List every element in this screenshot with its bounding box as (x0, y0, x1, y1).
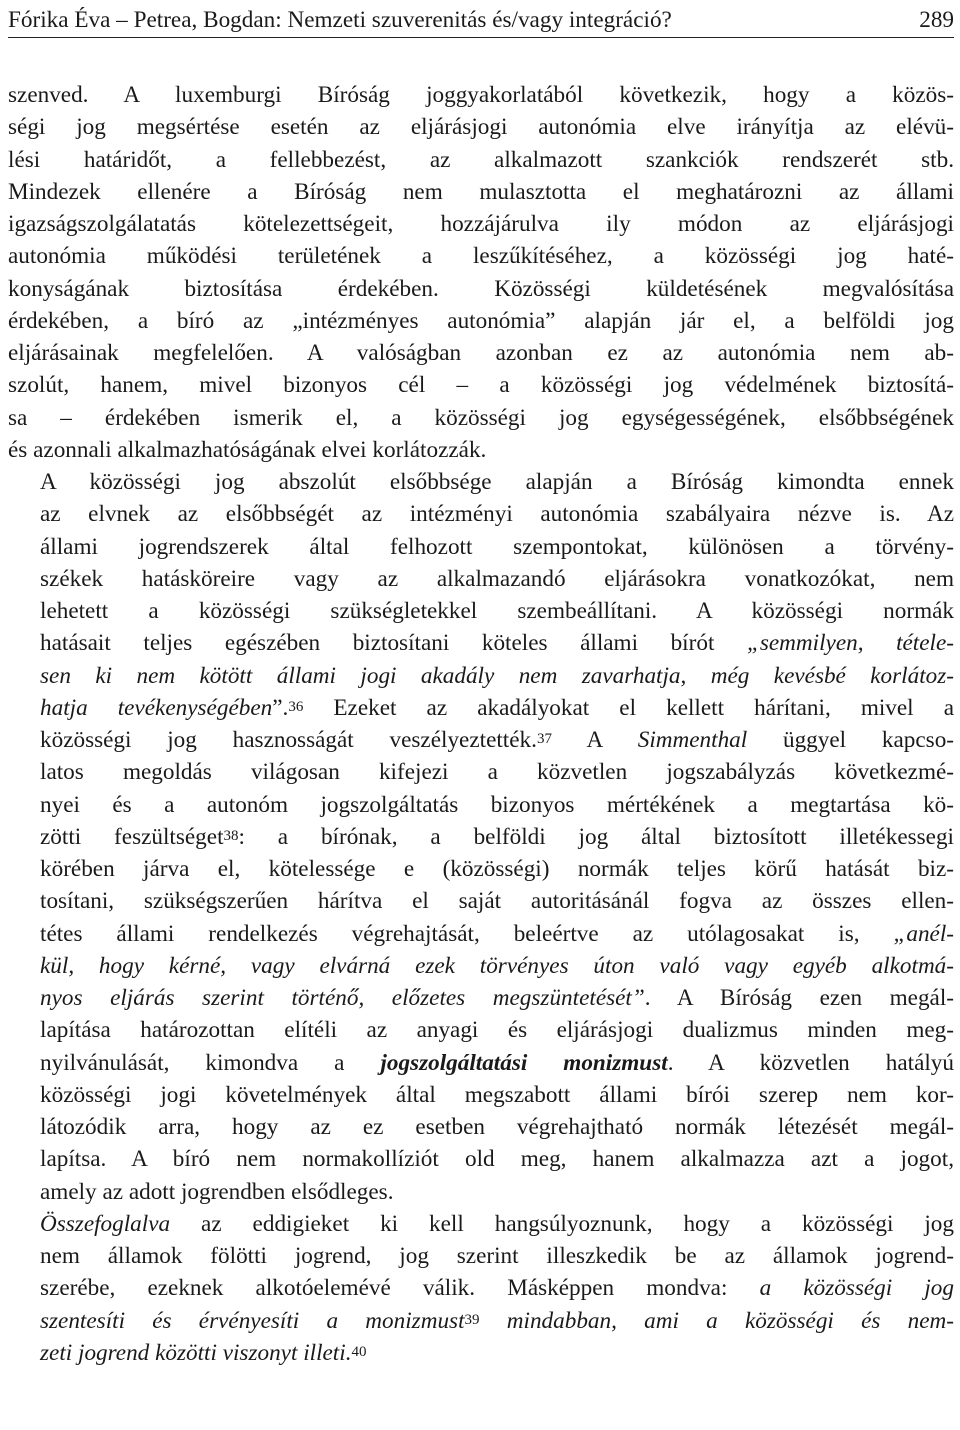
text-line: nyei és a autonóm jogszolgáltatás bizonyos mértékének a megtartása kö- (40, 791, 954, 818)
text-line: szolút, hanem, mivel bizonyos cél – a közösségi jog védelmének biztosítá- (8, 372, 954, 399)
text-line: az elvnek az elsőbbségét az intézményi autonómia szabályaira nézve is. Az (40, 501, 954, 528)
text-line: igazságszolgálatatás kötelezettségeit, hozzájárulva ily módon az eljárásjogi (8, 211, 954, 237)
text-run: közösségi jog hasznosságát veszélyeztették. (40, 727, 537, 753)
quoted-text: nyos eljárás szerint történő, előzetes megszüntetését” (40, 985, 645, 1011)
emphasized-statement: a közösségi jog (759, 1275, 954, 1302)
quoted-text: kül, hogy kérné, vagy elvárná ezek törvényes úton való vagy egyéb alkotmá- (40, 952, 954, 979)
text-line: latos megoldás világosan kifejezi a közvetlen jogszabályzás következmé- (40, 759, 954, 786)
quoted-text: hatja tevékenységében (40, 694, 273, 721)
text-line (8, 627, 954, 659)
footnote-ref[interactable]: 40 (351, 1343, 367, 1360)
emphasized-statement: szentesíti és érvényesíti a monizmust (40, 1307, 465, 1334)
text-line (8, 918, 954, 950)
text-line (8, 724, 954, 756)
body-text (8, 79, 954, 1369)
text-line: autonómia működési területének a leszűkítéséhez, a közösségi jog haté- (8, 243, 954, 270)
text-run: ”. (272, 694, 289, 721)
text-line: lapítása határozottan elítéli az anyagi és eljárásjogi dualizmus minden meg- (40, 1017, 954, 1044)
quoted-text: „anél- (893, 920, 954, 947)
text-line: lehetett a közösségi szükségletekkel szembeállítani. A közösségi normák (40, 598, 954, 624)
running-header (8, 3, 954, 38)
text-line: székek hatásköreire vagy az alkalmazandó eljárásokra vonatkozókat, nem (40, 565, 954, 592)
text-line (8, 1305, 954, 1337)
text-line: és azonnali alkalmazhatóságának elvei korlátozzák. (8, 436, 487, 463)
text-line: Mindezek ellenére a Bíróság nem mulasztotta el meghatározni az állami (8, 178, 954, 205)
emphasized-statement: mindabban, ami a közösségi és nem- (479, 1307, 955, 1334)
quoted-text: „semmilyen, tétele- (746, 630, 954, 657)
text-run: szerébe, ezeknek alkotóelemévé válik. Másképpen mondva: (40, 1275, 760, 1302)
text-line: látozódik arra, hogy az ez esetben végrehajtható normák létezését megál- (40, 1114, 954, 1140)
footnote-ref[interactable]: 36 (288, 698, 304, 715)
text-run: tétes állami rendelkezés végrehajtását, beleértve az utólagosakat is, (40, 920, 894, 947)
emphasized-word: Összefoglalva (40, 1210, 171, 1237)
paragraph-1 (8, 79, 954, 466)
text-line (8, 1208, 954, 1240)
text-line: körében járva el, kötelessége e (közösségi) normák teljes körű hatását biz- (40, 856, 954, 882)
text-run: zötti feszültséget (40, 823, 224, 850)
footnote-ref[interactable]: 37 (536, 731, 552, 747)
text-line: nem államok fölötti jogrend, jog szerint illeszkedik be az államok jogrend- (40, 1243, 954, 1269)
text-run: az eddigieket ki kell hangsúlyoznunk, hogy a közösségi jog (170, 1210, 954, 1237)
text-line (8, 692, 954, 724)
text-line: ségi jog megsértése esetén az eljárásjogi autonómia elve irányítja az elévü- (8, 114, 954, 141)
text-line (8, 1047, 954, 1079)
text-line (8, 1272, 954, 1304)
paragraph-3 (8, 1208, 954, 1369)
document-page (8, 0, 954, 1430)
text-run: Ezeket az akadályokat el kellett hárítani, mivel a (303, 694, 954, 721)
text-line: eljárásainak megfelelően. A valóságban azonban ez az autonómia nem ab- (8, 340, 954, 366)
text-line (8, 982, 954, 1014)
text-run: . A közvetlen hatályú (667, 1049, 954, 1076)
text-line: közösségi jogi követelmények által megszabott állami bírói szerep nem kor- (40, 1081, 954, 1108)
text-line (8, 950, 954, 982)
quoted-text: sen ki nem kötött állami jogi akadály nem zavarhatja, még kevésbé korlátoz- (40, 662, 954, 689)
text-line: A közösségi jog abszolút elsőbbsége alapján a Bíróság kimondta ennek (40, 469, 954, 495)
text-run: A (551, 727, 638, 753)
text-line (8, 821, 954, 853)
text-run: : a bírónak, a belföldi jog által biztosított illetékessegi (238, 823, 954, 850)
footnote-ref[interactable]: 39 (464, 1311, 480, 1328)
text-run: . A Bíróság ezen megál- (644, 985, 954, 1011)
emphasized-term: jogszolgáltatási monizmust (380, 1049, 668, 1076)
header-title: Fórika Éva – Petrea, Bogdan: Nemzeti szuverenitás és/vagy integráció? (8, 7, 672, 33)
text-run: nyilvánulását, kimondva a (40, 1049, 381, 1076)
page-number: 289 (919, 7, 954, 33)
text-line (8, 660, 954, 692)
text-line: amely az adott jogrendben elsődleges. (40, 1178, 394, 1205)
case-name: Simmenthal (637, 727, 748, 753)
emphasized-statement: zeti jogrend közötti viszonyt illeti. (40, 1339, 352, 1366)
footnote-ref[interactable]: 38 (223, 827, 239, 844)
text-line: sa – érdekében ismerik el, a közösségi jog egységességének, elsőbbségének (8, 404, 954, 431)
text-line: lapítsa. A bíró nem normakollíziót old meg, hanem alkalmazza azt a jogot, (40, 1146, 954, 1173)
text-line: érdekében, a bíró az „intézményes autonómia” alapján jár el, a belföldi jog (8, 307, 954, 334)
text-line: tosítani, szükségszerűen hárítva el saját autoritásánál fogva az összes ellen- (40, 888, 954, 915)
text-line: lési határidőt, a fellebbezést, az alkalmazott szankciók rendszerét stb. (8, 146, 954, 173)
text-run: hatásait teljes egészében biztosítani köteles állami bírót (40, 630, 747, 657)
text-line: konyságának biztosítása érdekében. Közösségi küldetésének megvalósítása (8, 275, 954, 302)
text-line: szenved. A luxemburgi Bíróság joggyakorlatából következik, hogy a közös- (8, 82, 954, 108)
text-run: üggyel kapcso- (747, 727, 955, 753)
text-line: állami jogrendszerek által felhozott szempontokat, különösen a törvény- (40, 533, 954, 560)
text-line (8, 1337, 954, 1369)
paragraph-2 (8, 466, 954, 1208)
